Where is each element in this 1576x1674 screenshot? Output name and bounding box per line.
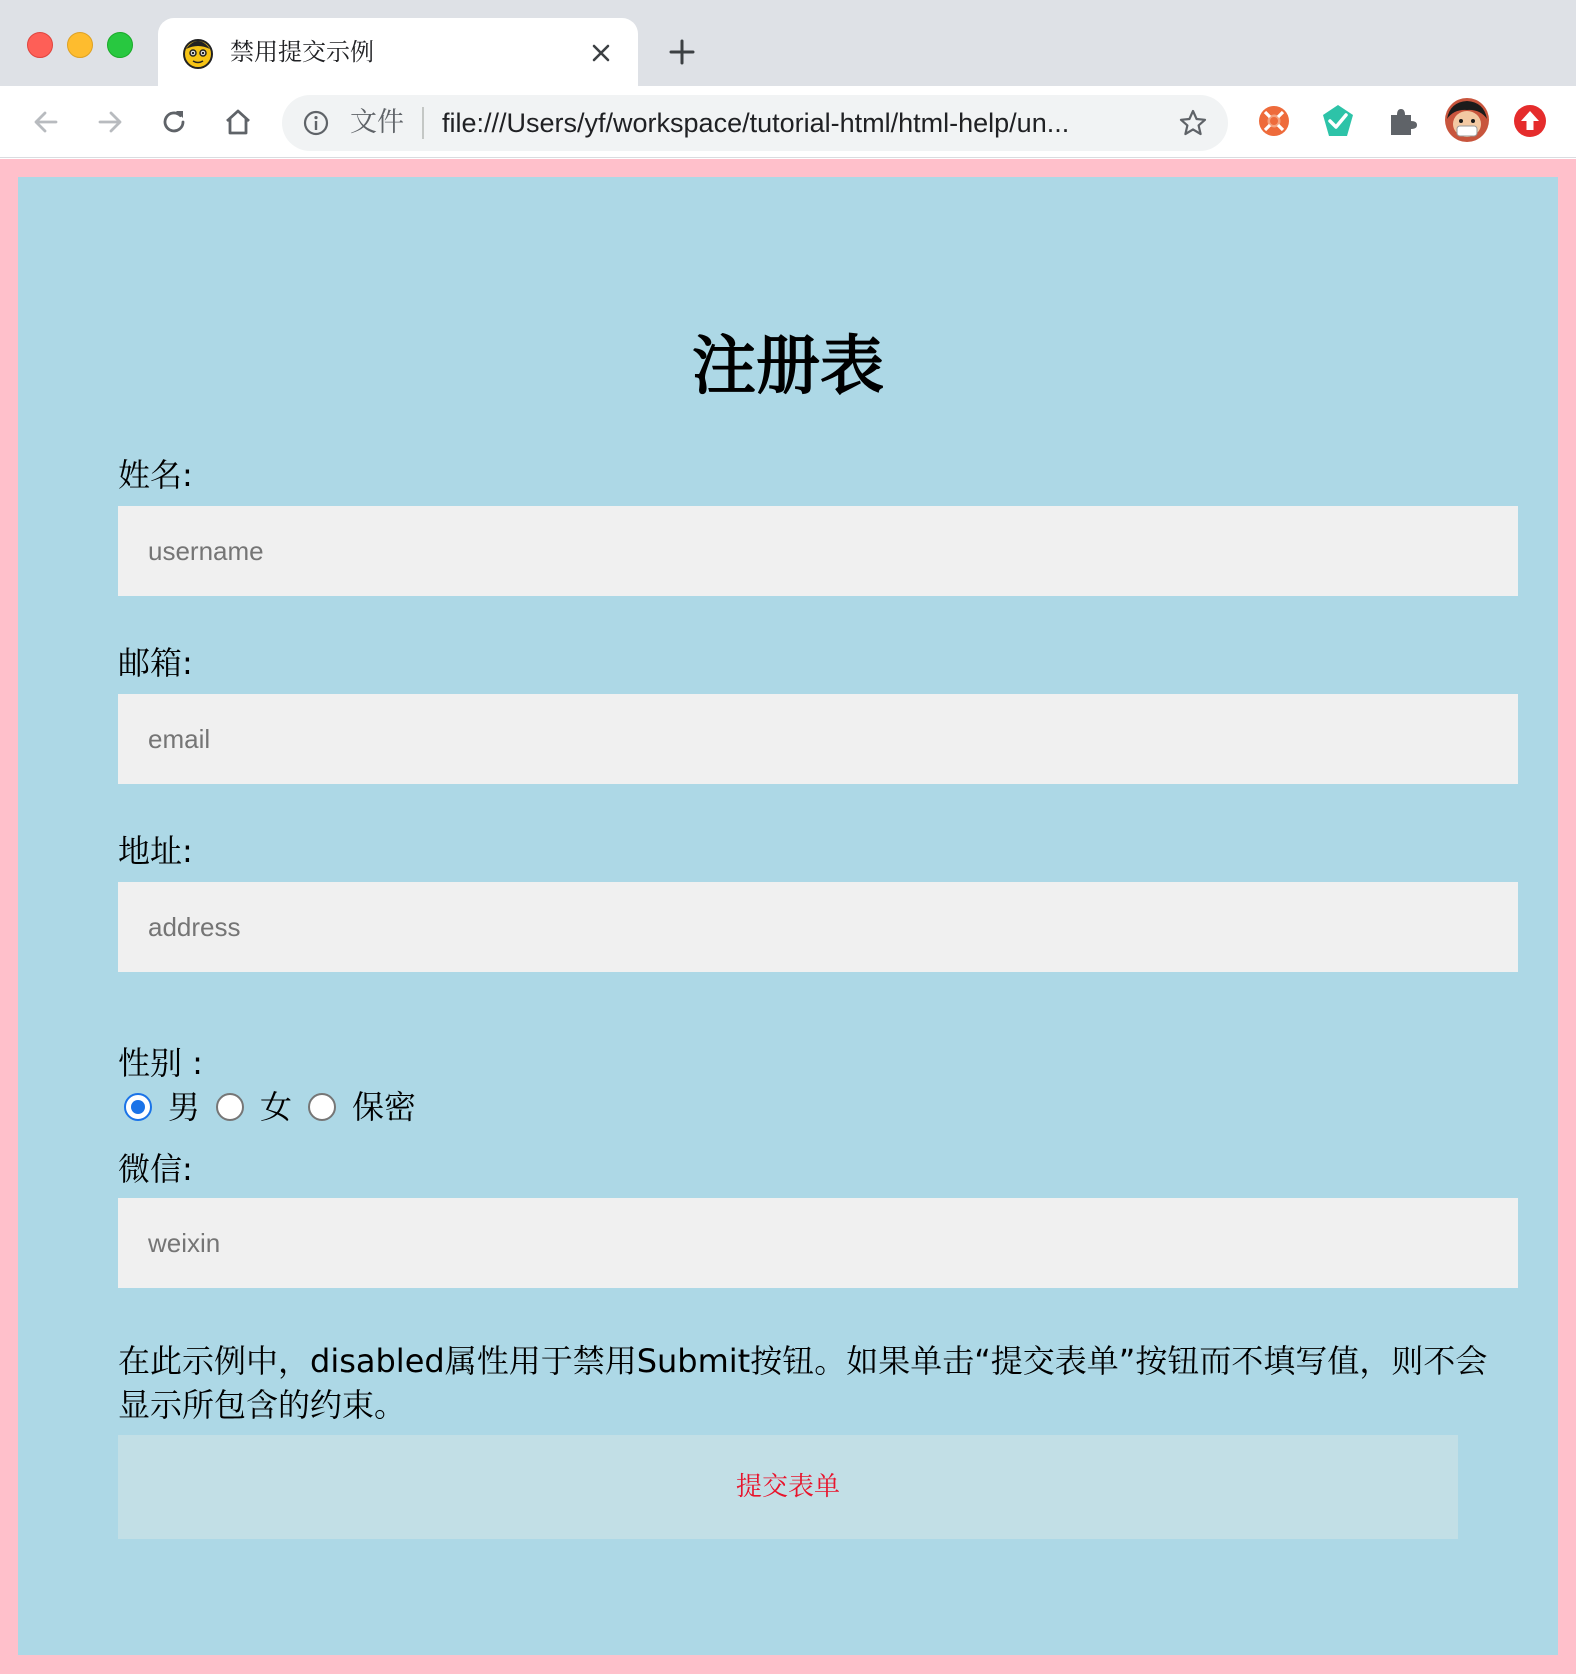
address-bar[interactable] — [282, 95, 1228, 151]
page-title: 注册表 — [692, 330, 884, 404]
active-tab[interactable] — [158, 18, 638, 86]
url-separator — [422, 107, 424, 139]
radio-secret-label: 保密 — [352, 1088, 417, 1126]
tab-favicon-icon — [180, 35, 216, 71]
url-text[interactable]: file:///Users/yf/workspace/tutorial-html/html-help/un... — [442, 108, 1070, 138]
close-window-button[interactable] — [27, 32, 53, 58]
lifebuoy-extension-icon[interactable] — [1254, 101, 1294, 141]
email-label: 邮箱: — [118, 644, 193, 682]
description-text: 在此示例中，disabled属性用于禁用Submit按钮。如果单击“提交表单”按钮而不填写值，则不会显示所包含的约束。 — [118, 1342, 1488, 1424]
check-shield-extension-icon[interactable] — [1318, 101, 1358, 141]
bookmark-star-icon[interactable] — [1178, 108, 1208, 138]
back-icon[interactable] — [28, 104, 64, 140]
form-container — [18, 177, 1558, 1655]
submit-button[interactable]: 提交表单 — [118, 1435, 1458, 1539]
email-input[interactable] — [118, 694, 1518, 784]
browser-toolbar — [0, 86, 1576, 158]
wechat-input[interactable] — [118, 1198, 1518, 1288]
radio-secret[interactable] — [308, 1093, 336, 1121]
new-tab-icon[interactable] — [668, 38, 696, 66]
reload-icon[interactable] — [156, 104, 192, 140]
address-label: 地址: — [118, 832, 193, 870]
username-input[interactable] — [118, 506, 1518, 596]
radio-female-label: 女 — [260, 1088, 293, 1126]
minimize-window-button[interactable] — [67, 32, 93, 58]
upload-extension-icon[interactable] — [1510, 101, 1550, 141]
radio-male-label: 男 — [168, 1088, 201, 1126]
close-tab-icon[interactable] — [588, 40, 614, 66]
gender-label: 性别 : — [118, 1044, 203, 1082]
info-icon[interactable] — [302, 109, 330, 137]
tab-strip — [0, 0, 1576, 86]
address-input[interactable] — [118, 882, 1518, 972]
wechat-label: 微信: — [118, 1150, 193, 1188]
maximize-window-button[interactable] — [107, 32, 133, 58]
extensions-puzzle-icon[interactable] — [1382, 101, 1422, 141]
home-icon[interactable] — [220, 104, 256, 140]
radio-male[interactable] — [124, 1093, 152, 1121]
forward-icon[interactable] — [92, 104, 128, 140]
tab-title: 禁用提交示例 — [230, 38, 374, 66]
url-scheme-label: 文件 — [350, 107, 404, 138]
name-label: 姓名: — [118, 456, 193, 494]
page-viewport — [0, 159, 1576, 1674]
radio-female[interactable] — [216, 1093, 244, 1121]
profile-avatar[interactable] — [1444, 97, 1490, 143]
